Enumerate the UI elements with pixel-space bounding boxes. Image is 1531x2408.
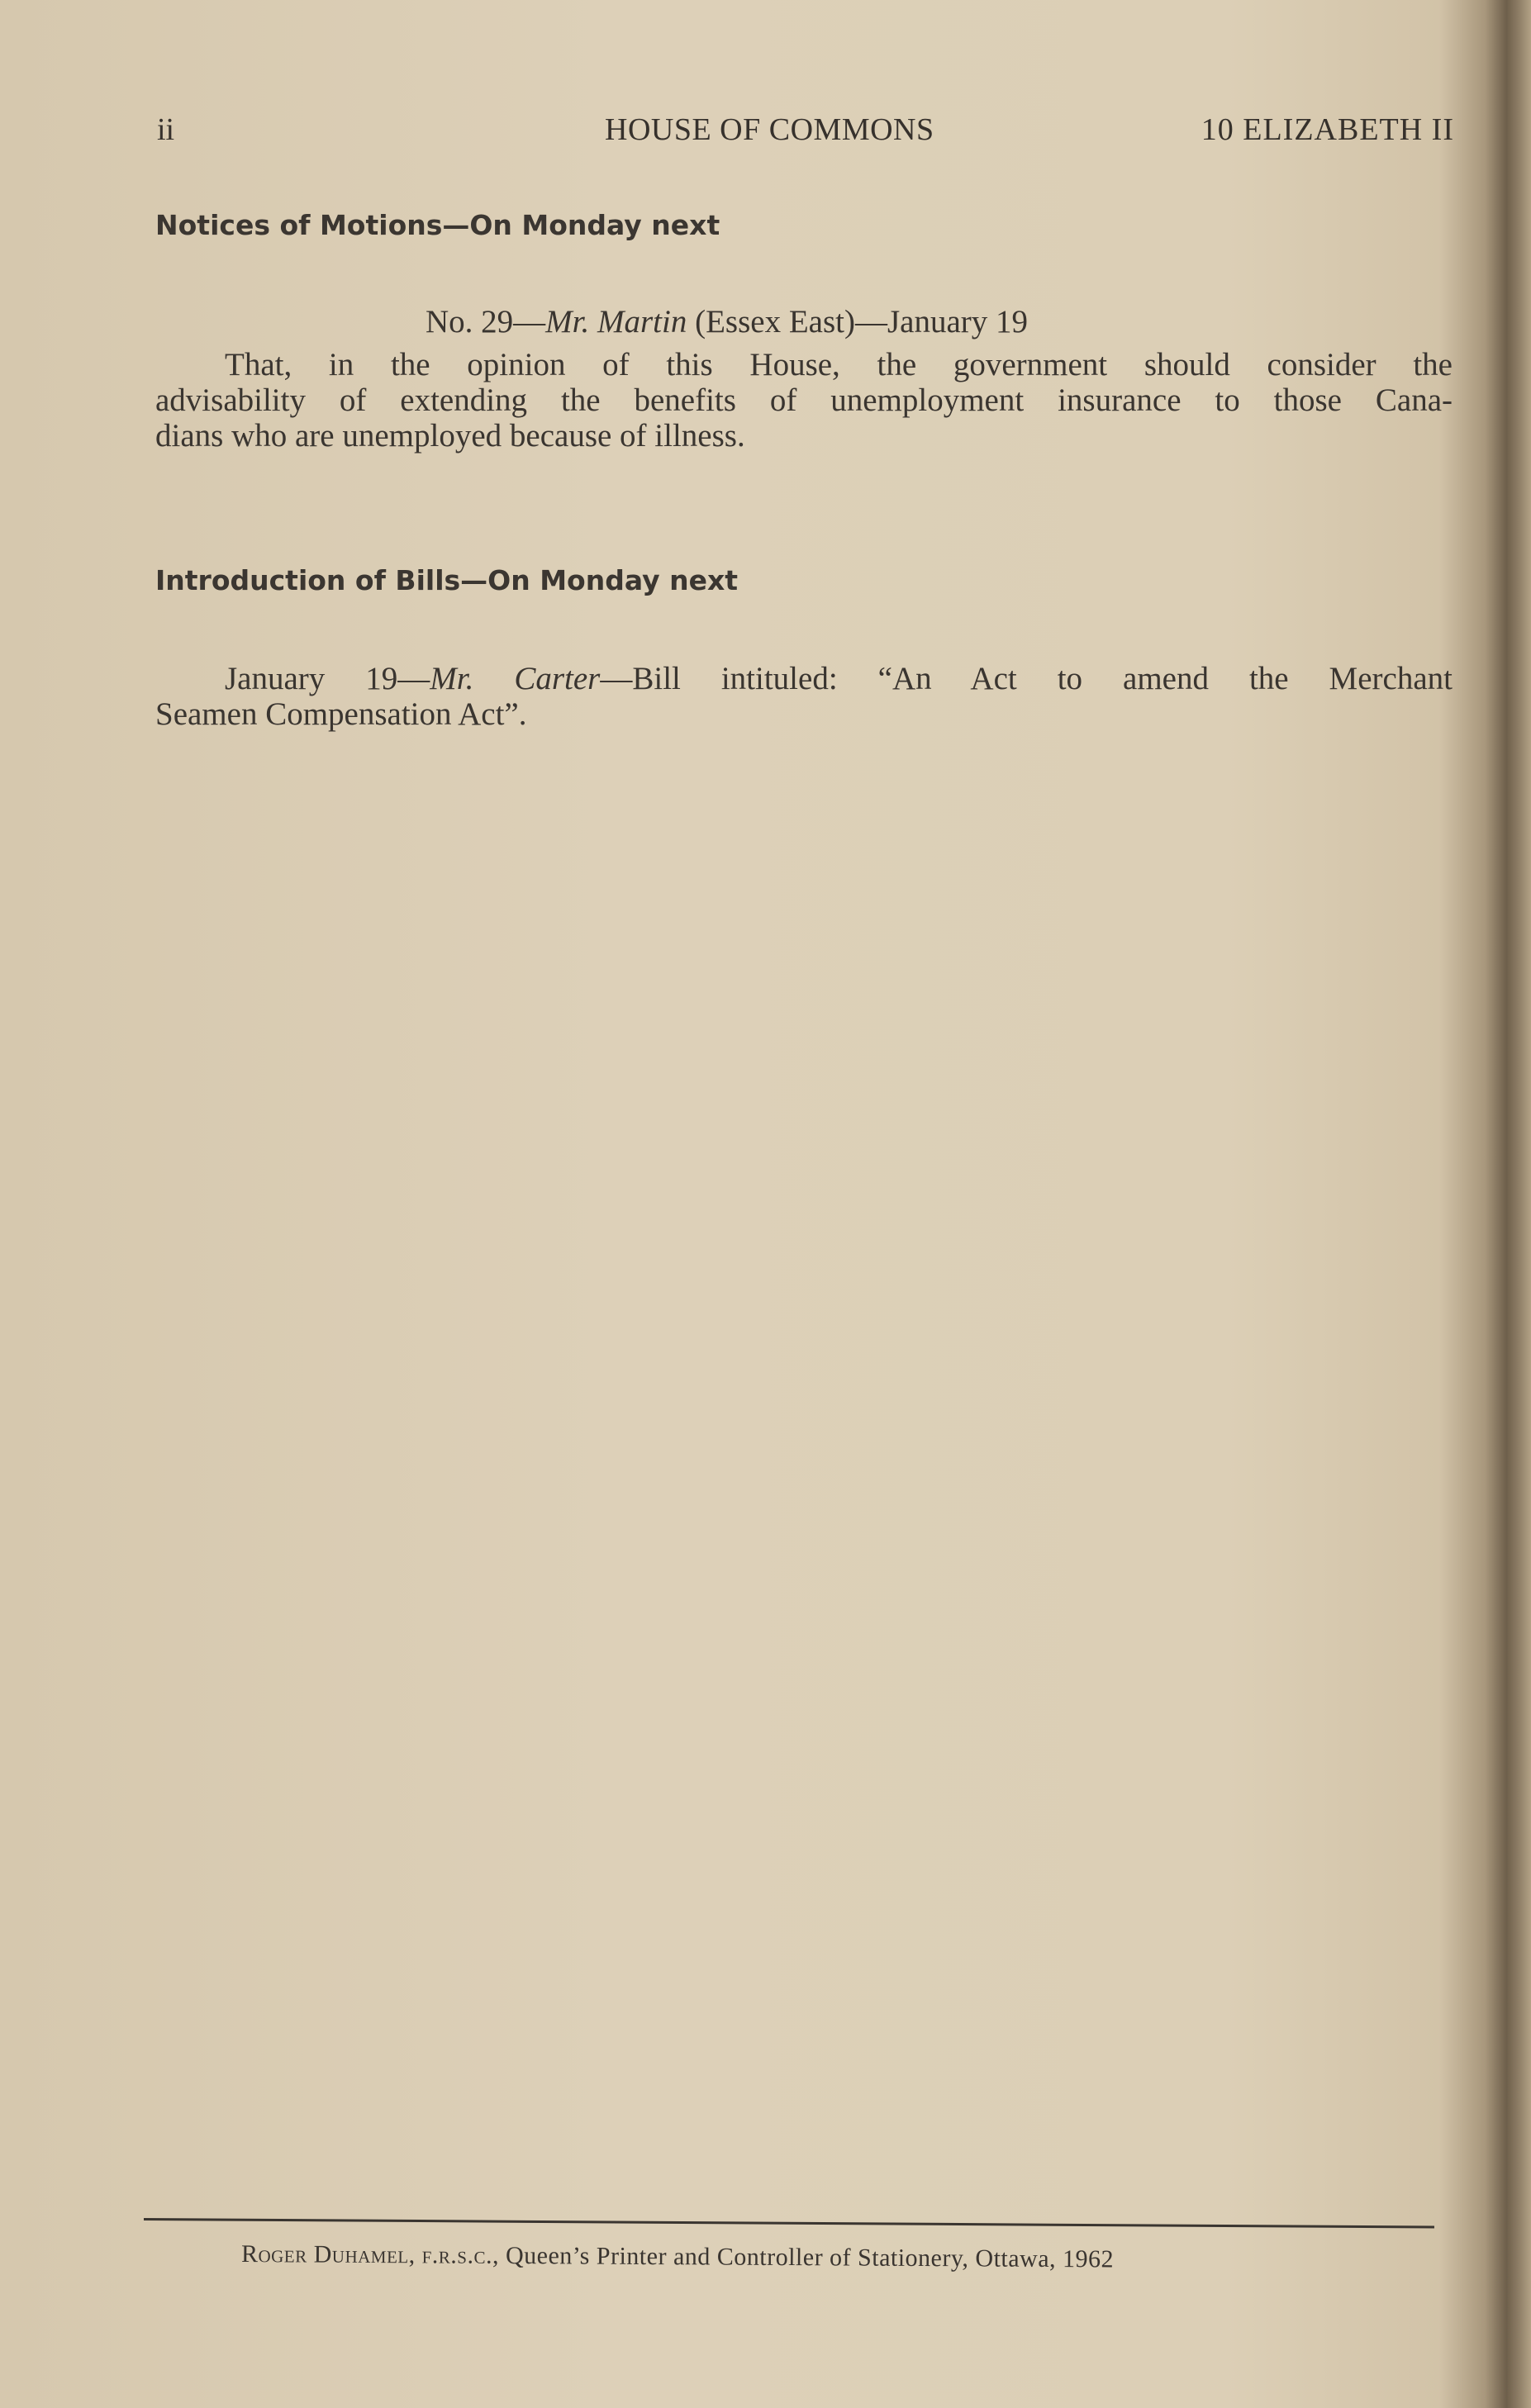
printer-imprint [241,2240,1114,2273]
page-header [157,112,1454,153]
motion-member: Mr. Martin [545,304,687,340]
motion-entry-header [426,303,1028,340]
bills-heading: Introduction of Bills—On Monday next [155,564,739,596]
motion-number: No. 29— [426,304,546,340]
motion-text-line: dians who are unemployed because of illness. [155,418,745,454]
printer-details: , Queen’s Printer and Controller of Stationery, Ottawa, 1962 [492,2241,1115,2273]
regnal-year: 10 ELIZABETH II [1201,112,1454,147]
printer-name: Roger Duhamel [240,2240,409,2269]
motion-constituency-date: (Essex East)—January 19 [687,304,1029,340]
bill-entry [155,661,1453,732]
motions-heading: Notices of Motions—On Monday next [155,209,720,241]
bill-text-line [155,661,1453,696]
bill-member: Mr. Carter [430,661,601,696]
running-title: HOUSE OF COMMONS [605,112,934,147]
bill-text-line: Seamen Compensation Act”. [155,696,527,732]
footer-rule [144,2218,1434,2229]
bill-title-start: —Bill intituled: “An Act to amend the Merchant [600,661,1453,696]
page-folio: ii [157,112,175,147]
printer-credentials: , f.r.s.c. [408,2241,493,2269]
bill-date: January 19— [225,661,430,696]
motion-text-line: That, in the opinion of this House, the government should consider the [225,347,1453,382]
motion-text-line: advisability of extending the benefits of unemployment insurance to those Cana- [155,382,1453,418]
motion-text [155,347,1453,454]
